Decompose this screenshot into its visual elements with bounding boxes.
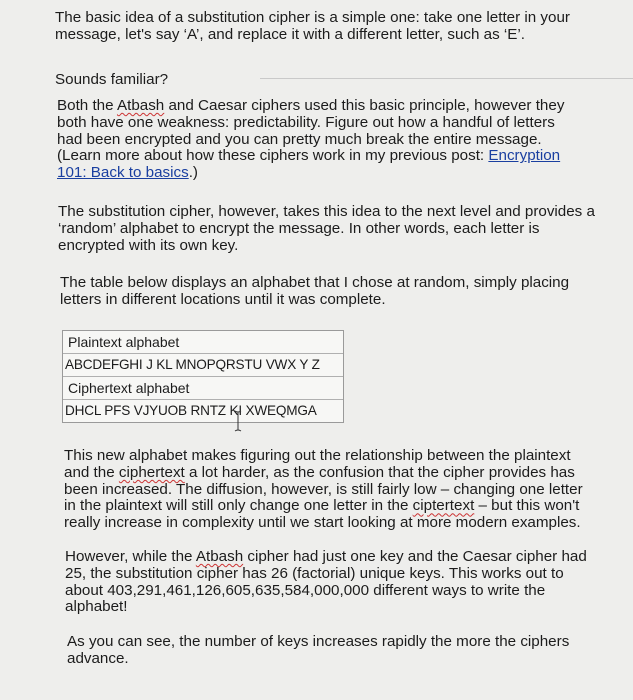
paragraph-table-intro: The table below displays an alphabet that I chose at random, simply placing letters in different locations until it was complete.	[60, 274, 570, 308]
paragraph-conclusion: As you can see, the number of keys increases rapidly the more the ciphers advance.	[67, 633, 570, 667]
ciphertext-alphabet-cell: DHCL PFS VJYUOB RNTZ KI XWEQMGA	[65, 403, 317, 418]
spellcheck-word: ciphertext	[118, 463, 185, 481]
paragraph-sounds-familiar: Sounds familiar?	[55, 71, 169, 88]
paragraph-atbash-caesar: Both the Atbash and Caesar ciphers used this basic principle, however they both have one weakness: predictability. Figure out how a handful of letters had been encrypted and you can pretty much break the entire message. (Learn more about how these ciphers work in my previous post: Encryption 101: Back to basics.)	[57, 97, 565, 182]
paragraph-keys: However, while the Atbash cipher had just one key and the Caesar cipher had 25, the substitution cipher has 26 (factorial) unique keys. This works out to about 403,291,461,126,605,635,584,000,000 different ways to write the alphabet!	[65, 548, 587, 616]
plaintext-alphabet-cell: ABCDEFGHI J KL MNOPQRSTU VWX Y Z	[63, 354, 343, 377]
ciphertext-label-cell: Ciphertext alphabet	[63, 377, 343, 400]
paragraph-intro: The basic idea of a substitution cipher is a simple one: take one letter in your message, let's say ‘A’, and replace it with a different letter, such as ‘E’.	[55, 9, 570, 43]
text-cursor-icon	[234, 410, 242, 432]
plaintext-label-cell: Plaintext alphabet	[63, 331, 343, 354]
spellcheck-word: ciptertext	[412, 497, 475, 515]
encryption-101-link[interactable]: Encryption 101: Back to basics	[57, 147, 561, 182]
paragraph-substitution: The substitution cipher, however, takes this idea to the next level and provides a ‘random’ alphabet to encrypt the message. In other words, each letter is encrypted with its own key.	[58, 203, 595, 254]
alphabet-table	[62, 330, 344, 423]
spellcheck-word: Atbash	[195, 548, 244, 565]
paragraph-confusion-diffusion: This new alphabet makes figuring out the relationship between the plaintext and the ciphertext a lot harder, as the confusion that the cipher provides has been increased. The diffusion, however, is still fairly low – changing one letter in the plaintext will still only change one letter in the ciptertext – but this won't really increase in complexity until we start looking at more modern examples.	[64, 447, 583, 532]
divider-line	[260, 78, 633, 79]
spellcheck-word: Atbash	[116, 97, 165, 114]
